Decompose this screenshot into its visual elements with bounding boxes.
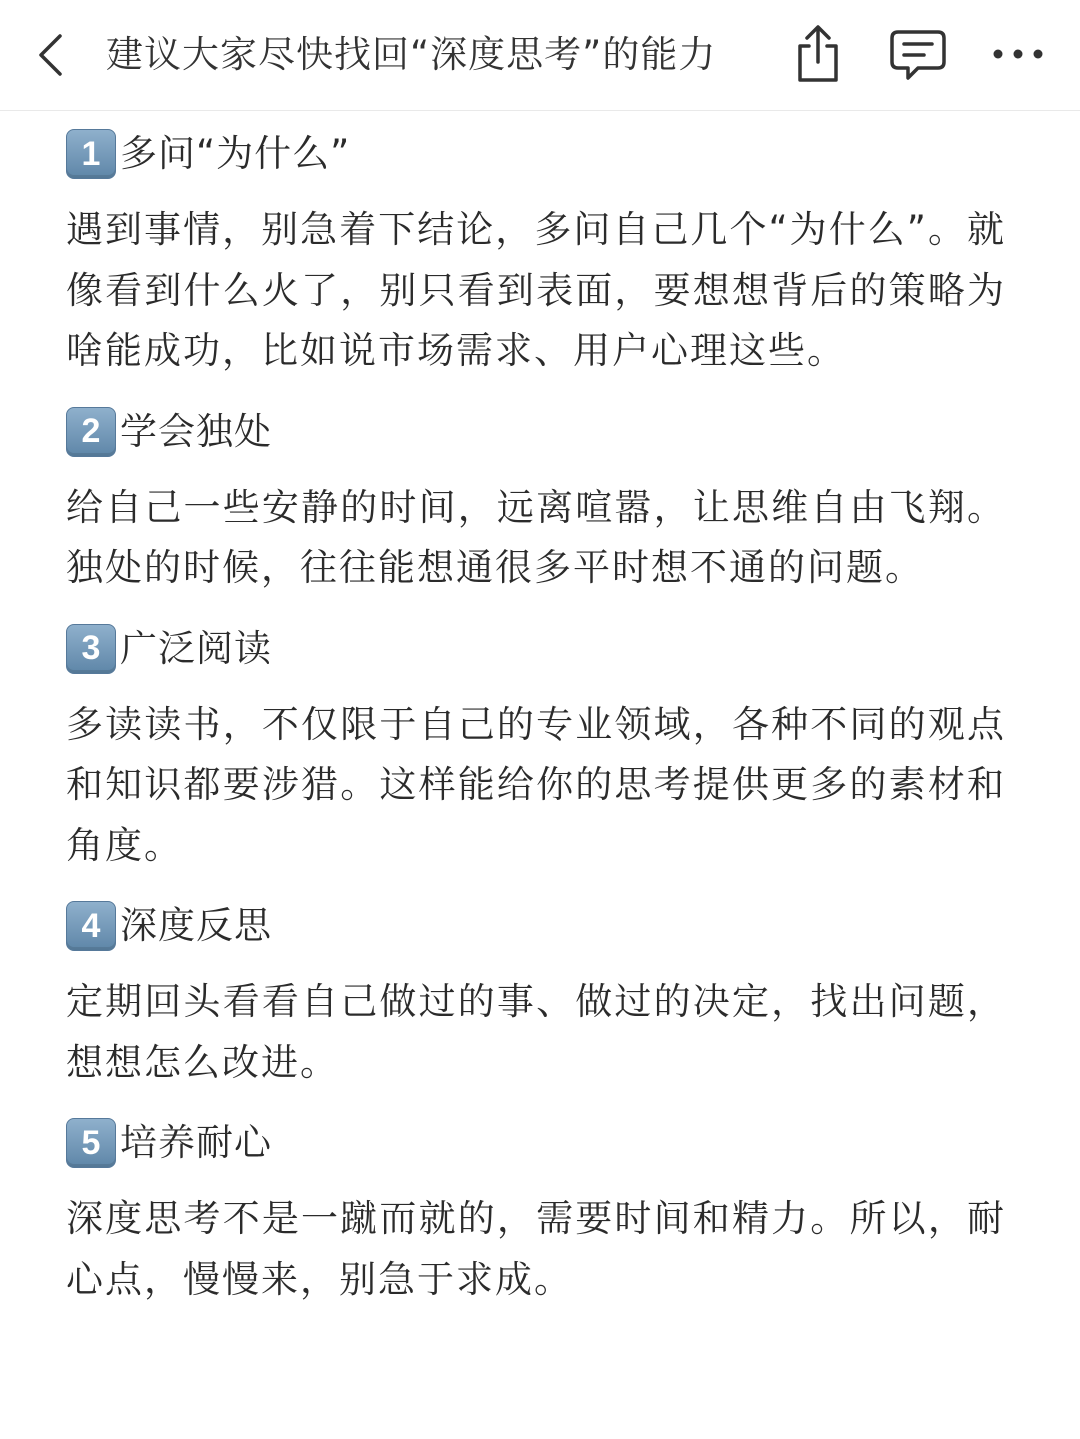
number-badge: 4 [66, 901, 116, 951]
section-heading [66, 617, 1006, 681]
back-button[interactable] [28, 30, 72, 80]
section-1 [66, 122, 1006, 382]
section-title: 多问“为什么” [120, 132, 351, 175]
more-icon [988, 44, 1048, 64]
section-heading [66, 1111, 1006, 1175]
comment-icon [888, 24, 948, 84]
comment-button[interactable] [886, 22, 950, 86]
section-4 [66, 894, 1006, 1093]
share-button[interactable] [786, 22, 850, 86]
section-body: 深度思考不是一蹴而就的，需要时间和精力。所以，耐心点，慢慢来，别急于求成。 [66, 1197, 1006, 1301]
section-heading [66, 400, 1006, 464]
section-2 [66, 400, 1006, 599]
section-title: 培养耐心 [120, 1121, 272, 1164]
number-badge: 5 [66, 1118, 116, 1168]
section-body: 多读读书，不仅限于自己的专业领域，各种不同的观点和知识都要涉猎。这样能给你的思考提供更多的素材和角度。 [66, 702, 1006, 867]
note-content [66, 122, 1006, 1328]
section-body: 定期回头看看自己做过的事、做过的决定，找出问题，想想怎么改进。 [66, 980, 1006, 1084]
chevron-left-icon [36, 33, 64, 77]
section-title: 深度反思 [120, 904, 272, 947]
section-3 [66, 617, 1006, 877]
section-heading [66, 894, 1006, 958]
share-icon [792, 24, 844, 84]
section-body: 遇到事情，别急着下结论，多问自己几个“为什么”。就像看到什么火了，别只看到表面，要想想背后的策略为啥能成功，比如说市场需求、用户心理这些。 [66, 208, 1006, 372]
section-heading [66, 122, 1006, 186]
section-5 [66, 1111, 1006, 1310]
number-badge: 3 [66, 624, 116, 674]
page-title: 建议大家尽快找回“深度思考”的能力 [106, 33, 717, 76]
number-badge: 2 [66, 407, 116, 457]
more-button[interactable] [986, 22, 1050, 86]
section-title: 学会独处 [120, 409, 272, 453]
number-badge: 1 [66, 129, 116, 179]
section-title: 广泛阅读 [120, 626, 272, 670]
section-body: 给自己一些安静的时间，远离喧嚣，让思维自由飞翔。独处的时候，往往能想通很多平时想不通的问题。 [66, 485, 1006, 589]
top-nav-bar [0, 0, 1080, 111]
